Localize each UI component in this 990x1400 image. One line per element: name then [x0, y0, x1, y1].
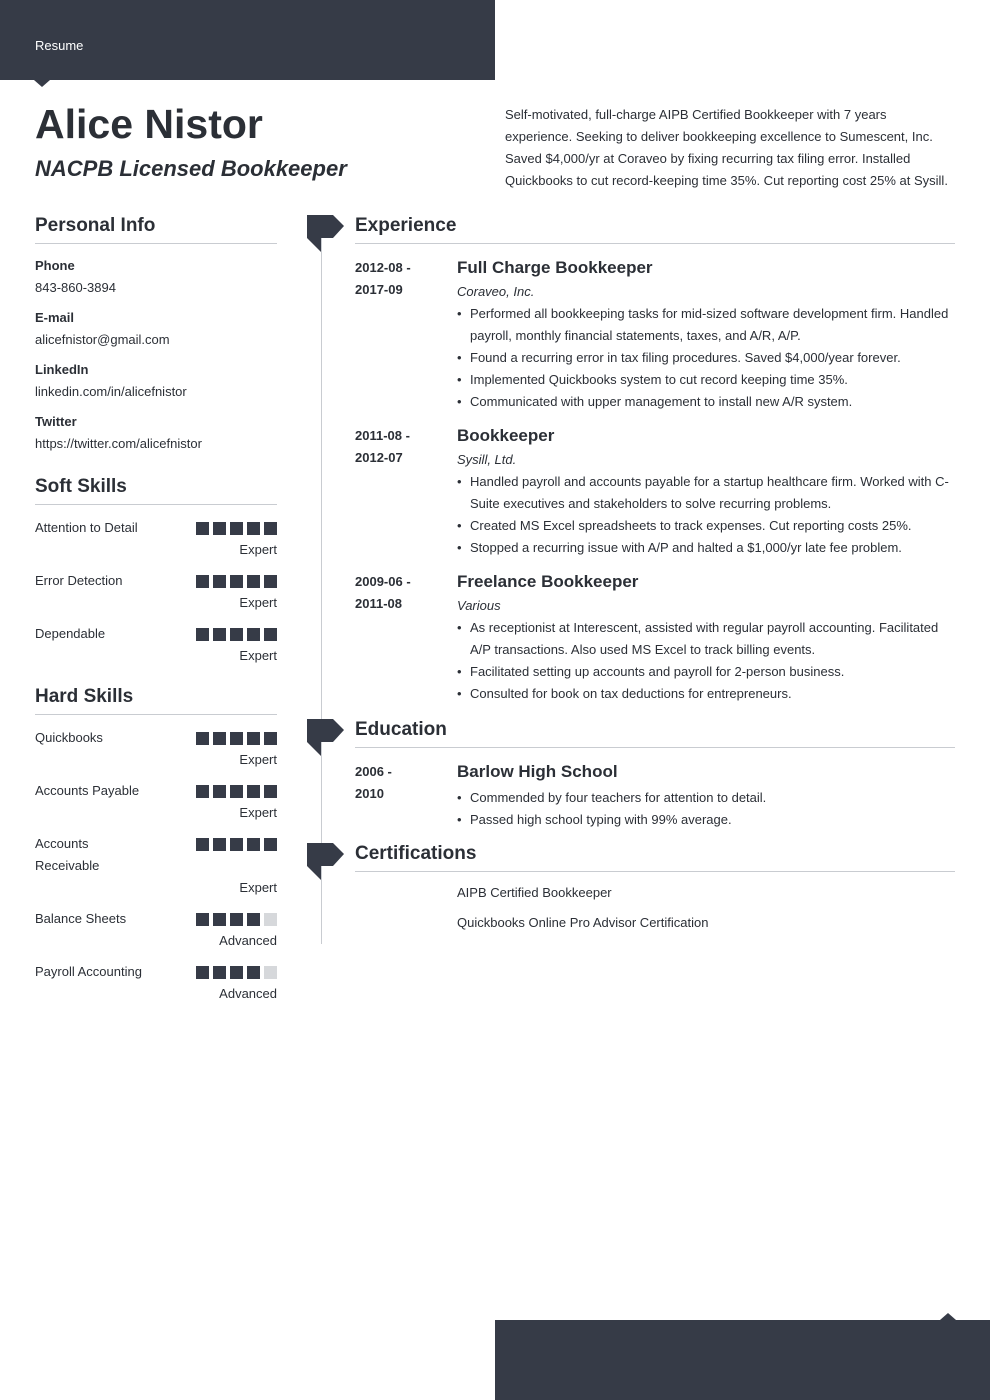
rating-square-filled	[230, 966, 243, 979]
entry-body	[457, 761, 955, 831]
left-column	[35, 215, 277, 1024]
entry-dates	[355, 761, 435, 805]
twitter-value: https://twitter.com/alicefnistor	[35, 436, 202, 451]
rating-square-filled	[213, 575, 226, 588]
skill-level: Expert	[239, 805, 277, 820]
soft-skills-list	[35, 505, 277, 686]
job-title: Full Charge Bookkeeper	[457, 258, 653, 277]
certifications-heading: Certifications	[355, 843, 955, 872]
rating-square-filled	[196, 575, 209, 588]
rating-square-filled	[264, 628, 277, 641]
skill-name: Dependable	[35, 626, 106, 641]
email-label: E-mail	[35, 310, 75, 325]
skill-item	[35, 833, 277, 897]
school-name: Barlow High School	[457, 762, 618, 781]
skill-item	[35, 517, 277, 559]
rating-square-filled	[230, 522, 243, 535]
entry-dates	[355, 257, 435, 301]
company-name: Sysill, Ltd.	[457, 452, 517, 467]
rating-square-filled	[196, 966, 209, 979]
skill-level: Advanced	[219, 986, 277, 1001]
footer-bar	[495, 1320, 990, 1400]
email-value: alicefnistor@gmail.com	[35, 332, 170, 347]
bullet-item: • Found a recurring error in tax filing procedures. Saved $4,000/year forever.	[457, 347, 955, 369]
phone-label: Phone	[35, 258, 75, 273]
certifications-flag-icon	[307, 843, 344, 885]
rating-square-filled	[264, 575, 277, 588]
bullet-item: • Performed all bookkeeping tasks for mid-sized software development firm. Handled payroll, monthly financial statements, taxes, and A/R, A/P.	[457, 303, 955, 347]
company-name: Coraveo, Inc.	[457, 284, 535, 299]
skill-name: Quickbooks	[35, 730, 103, 745]
bullet-item: • Implemented Quickbooks system to cut record keeping time 35%.	[457, 369, 955, 391]
skill-item	[35, 623, 277, 665]
rating-square-empty	[264, 913, 277, 926]
skill-level: Expert	[239, 542, 277, 557]
date-start: 2009-06 -	[355, 574, 411, 589]
rating-square-filled	[247, 522, 260, 535]
date-end: 2017-09	[355, 282, 403, 297]
rating-square-filled	[196, 732, 209, 745]
rating-square-filled	[213, 785, 226, 798]
skill-name: Accounts Receivable	[35, 836, 100, 873]
rating-square-filled	[264, 838, 277, 851]
skill-name: Payroll Accounting	[35, 964, 142, 979]
skill-rating	[196, 966, 277, 979]
rating-square-empty	[264, 966, 277, 979]
entry-body	[457, 571, 955, 705]
skill-rating	[196, 628, 277, 641]
linkedin-value: linkedin.com/in/alicefnistor	[35, 384, 187, 399]
date-end: 2012-07	[355, 450, 403, 465]
date-end: 2011-08	[355, 596, 402, 611]
header-bar	[0, 0, 495, 80]
rating-square-filled	[230, 575, 243, 588]
education-flag-icon	[307, 719, 344, 761]
skill-level: Advanced	[219, 933, 277, 948]
bullet-item: • Facilitated setting up accounts and payroll for 2-person business.	[457, 661, 955, 683]
rating-square-filled	[247, 966, 260, 979]
skill-level: Expert	[239, 752, 277, 767]
school-bullets	[457, 787, 955, 831]
bullet-item: • Created MS Excel spreadsheets to track expenses. Cut reporting costs 25%.	[457, 515, 955, 537]
bullet-item: • Stopped a recurring issue with A/P and halted a $1,000/yr late fee problem.	[457, 537, 955, 559]
entry-dates	[355, 571, 435, 615]
timeline-line	[321, 230, 322, 944]
rating-square-filled	[213, 522, 226, 535]
linkedin-label: LinkedIn	[35, 362, 89, 377]
skill-rating	[196, 522, 277, 535]
skill-level: Expert	[239, 880, 277, 895]
rating-square-filled	[247, 785, 260, 798]
skill-item	[35, 780, 277, 822]
bullet-item: • Passed high school typing with 99% average.	[457, 809, 955, 831]
skill-item	[35, 908, 277, 950]
summary-text: Self-motivated, full-charge AIPB Certified Bookkeeper with 7 years experience. Seeking to deliver bookkeeping excellence to Sumescent, Inc. Saved $4,000/yr at Coraveo by fixing recurring tax filing error. Installed Quickbooks to cut record-keeping time 35%. Cut reporting cost 25% at Sysill.	[505, 107, 948, 188]
skill-name: Attention to Detail	[35, 520, 138, 535]
hard-skills-heading: Hard Skills	[35, 686, 277, 715]
rating-square-filled	[230, 838, 243, 851]
date-start: 2012-08 -	[355, 260, 411, 275]
rating-square-filled	[247, 732, 260, 745]
resume-tag: Resume	[35, 38, 84, 53]
date-end: 2010	[355, 786, 384, 801]
rating-square-filled	[196, 522, 209, 535]
personal-info-heading: Personal Info	[35, 215, 277, 244]
header-bar-notch	[34, 80, 50, 87]
candidate-name: Alice Nistor	[35, 101, 263, 147]
job-bullets	[457, 303, 955, 413]
bullet-item: • Commended by four teachers for attention to detail.	[457, 787, 955, 809]
rating-square-filled	[213, 913, 226, 926]
rating-square-filled	[196, 785, 209, 798]
date-start: 2006 -	[355, 764, 392, 779]
rating-square-filled	[213, 628, 226, 641]
entry-body	[457, 257, 955, 413]
skill-level: Expert	[239, 595, 277, 610]
job-bullets	[457, 617, 955, 705]
rating-square-filled	[230, 732, 243, 745]
skill-rating	[196, 785, 277, 798]
skill-name: Balance Sheets	[35, 911, 127, 926]
twitter-label: Twitter	[35, 414, 77, 429]
skill-item	[35, 727, 277, 769]
rating-square-filled	[247, 628, 260, 641]
footer-bar-notch	[940, 1313, 956, 1320]
entry-dates	[355, 425, 435, 469]
entry-body	[457, 425, 955, 559]
skill-name: Accounts Payable	[35, 783, 140, 798]
rating-square-filled	[247, 575, 260, 588]
experience-flag-icon	[307, 215, 344, 257]
rating-square-filled	[230, 628, 243, 641]
rating-square-filled	[213, 838, 226, 851]
rating-square-filled	[264, 732, 277, 745]
skill-item	[35, 570, 277, 612]
certification-item: AIPB Certified Bookkeeper	[457, 885, 612, 900]
skill-level: Expert	[239, 648, 277, 663]
job-title: Bookkeeper	[457, 426, 555, 445]
company-name: Various	[457, 598, 501, 613]
rating-square-filled	[196, 913, 209, 926]
candidate-job-title: NACPB Licensed Bookkeeper	[35, 156, 347, 181]
rating-square-filled	[196, 628, 209, 641]
job-title: Freelance Bookkeeper	[457, 572, 639, 591]
education-heading: Education	[355, 719, 955, 748]
job-bullets	[457, 471, 955, 559]
skill-item	[35, 961, 277, 1003]
skill-rating	[196, 575, 277, 588]
rating-square-filled	[230, 785, 243, 798]
rating-square-filled	[196, 838, 209, 851]
skill-rating	[196, 732, 277, 745]
rating-square-filled	[213, 966, 226, 979]
skill-rating	[196, 838, 277, 851]
rating-square-filled	[264, 522, 277, 535]
hard-skills-list	[35, 715, 277, 1024]
rating-square-filled	[264, 785, 277, 798]
skill-name: Error Detection	[35, 573, 123, 588]
personal-info-list	[35, 244, 277, 476]
bullet-item: • Consulted for book on tax deductions for entrepreneurs.	[457, 683, 955, 705]
rating-square-filled	[247, 838, 260, 851]
phone-value: 843-860-3894	[35, 280, 116, 295]
bullet-item: • Handled payroll and accounts payable for a startup healthcare firm. Worked with C-Suite executives and stakeholders to solve recurring problems.	[457, 471, 955, 515]
experience-heading: Experience	[355, 215, 955, 244]
bullet-item: • Communicated with upper management to install new A/R system.	[457, 391, 955, 413]
rating-square-filled	[230, 913, 243, 926]
rating-square-filled	[213, 732, 226, 745]
certification-item: Quickbooks Online Pro Advisor Certification	[457, 915, 709, 930]
soft-skills-heading: Soft Skills	[35, 476, 277, 505]
skill-rating	[196, 913, 277, 926]
date-start: 2011-08 -	[355, 428, 410, 443]
bullet-item: • As receptionist at Interescent, assisted with regular payroll accounting. Facilitated A/P transactions. Also used MS Excel to track billing events.	[457, 617, 955, 661]
rating-square-filled	[247, 913, 260, 926]
